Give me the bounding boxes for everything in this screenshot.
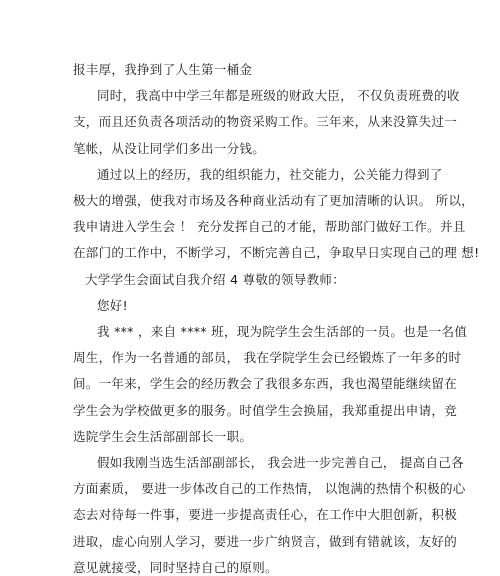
text-line-5: 通过以上的经历，我的组织能力，社交能力，公关能力得到了: [97, 166, 443, 182]
text-line-18: 态去对待每一件事，要进一步提高责任心，在工作中大胆创新，积极: [73, 507, 458, 523]
text-line-12: 周生，作为一名普通的部员， 我在学院学生会已经锻炼了一年多的时: [73, 350, 462, 366]
text-line-16: 假如我刚当选生活部副部长， 我会进一步完善自己， 提高自己各: [97, 455, 464, 470]
text-line-11: 我 *** ，来自 **** 班，现为院学生会生活部的一员。也是一名值: [97, 324, 468, 339]
text-line-13: 间。一年来，学生会的经历教会了我很多东西，我也渴望能继续留在: [73, 376, 458, 392]
text-line-2: 同时，我高中中学三年都是班级的财政大臣， 不仅负责班费的收: [97, 88, 460, 104]
text-line-8: 在部门的工作中，不断学习，不断完善自己，争取早日实现自己的理 想!: [73, 245, 480, 261]
text-line-3: 支，而且还负责各项活动的物资采购工作。三年来，从来没算失过一: [73, 114, 458, 130]
text-line-17: 方面素质， 要进一步体改自己的工作热情， 以饱满的热情个积极的心: [73, 481, 466, 497]
text-line-9: 大学学生会面试自我介绍 4 尊敬的领导教师：: [85, 271, 346, 287]
text-line-4: 笔帐，从没让同学们多出一分钱。: [73, 140, 266, 156]
text-line-19: 进取，虚心向别人学习，要进一步广纳贤言，做到有错就该，友好的: [73, 533, 458, 549]
text-line-20: 意见就接受，同时坚持自己的原则。: [73, 559, 278, 575]
text-line-15: 选院学生会生活部副部长一职。: [73, 428, 253, 444]
text-line-14: 学生会为学校做更多的服务。时值学生会换届，我郑重提出申请，竞: [73, 402, 458, 418]
text-line-1: 报丰厚，我挣到了人生第一桶金: [73, 62, 253, 77]
text-line-10: 您好!: [97, 297, 128, 313]
text-line-7: 我申请进入学生会 ！ 充分发挥自己的才能，帮助部门做好工作。并且: [73, 219, 466, 235]
text-line-6: 极大的增强，使我对市场及各种商业活动有了更加清晰的认识。 所以，: [73, 193, 475, 208]
